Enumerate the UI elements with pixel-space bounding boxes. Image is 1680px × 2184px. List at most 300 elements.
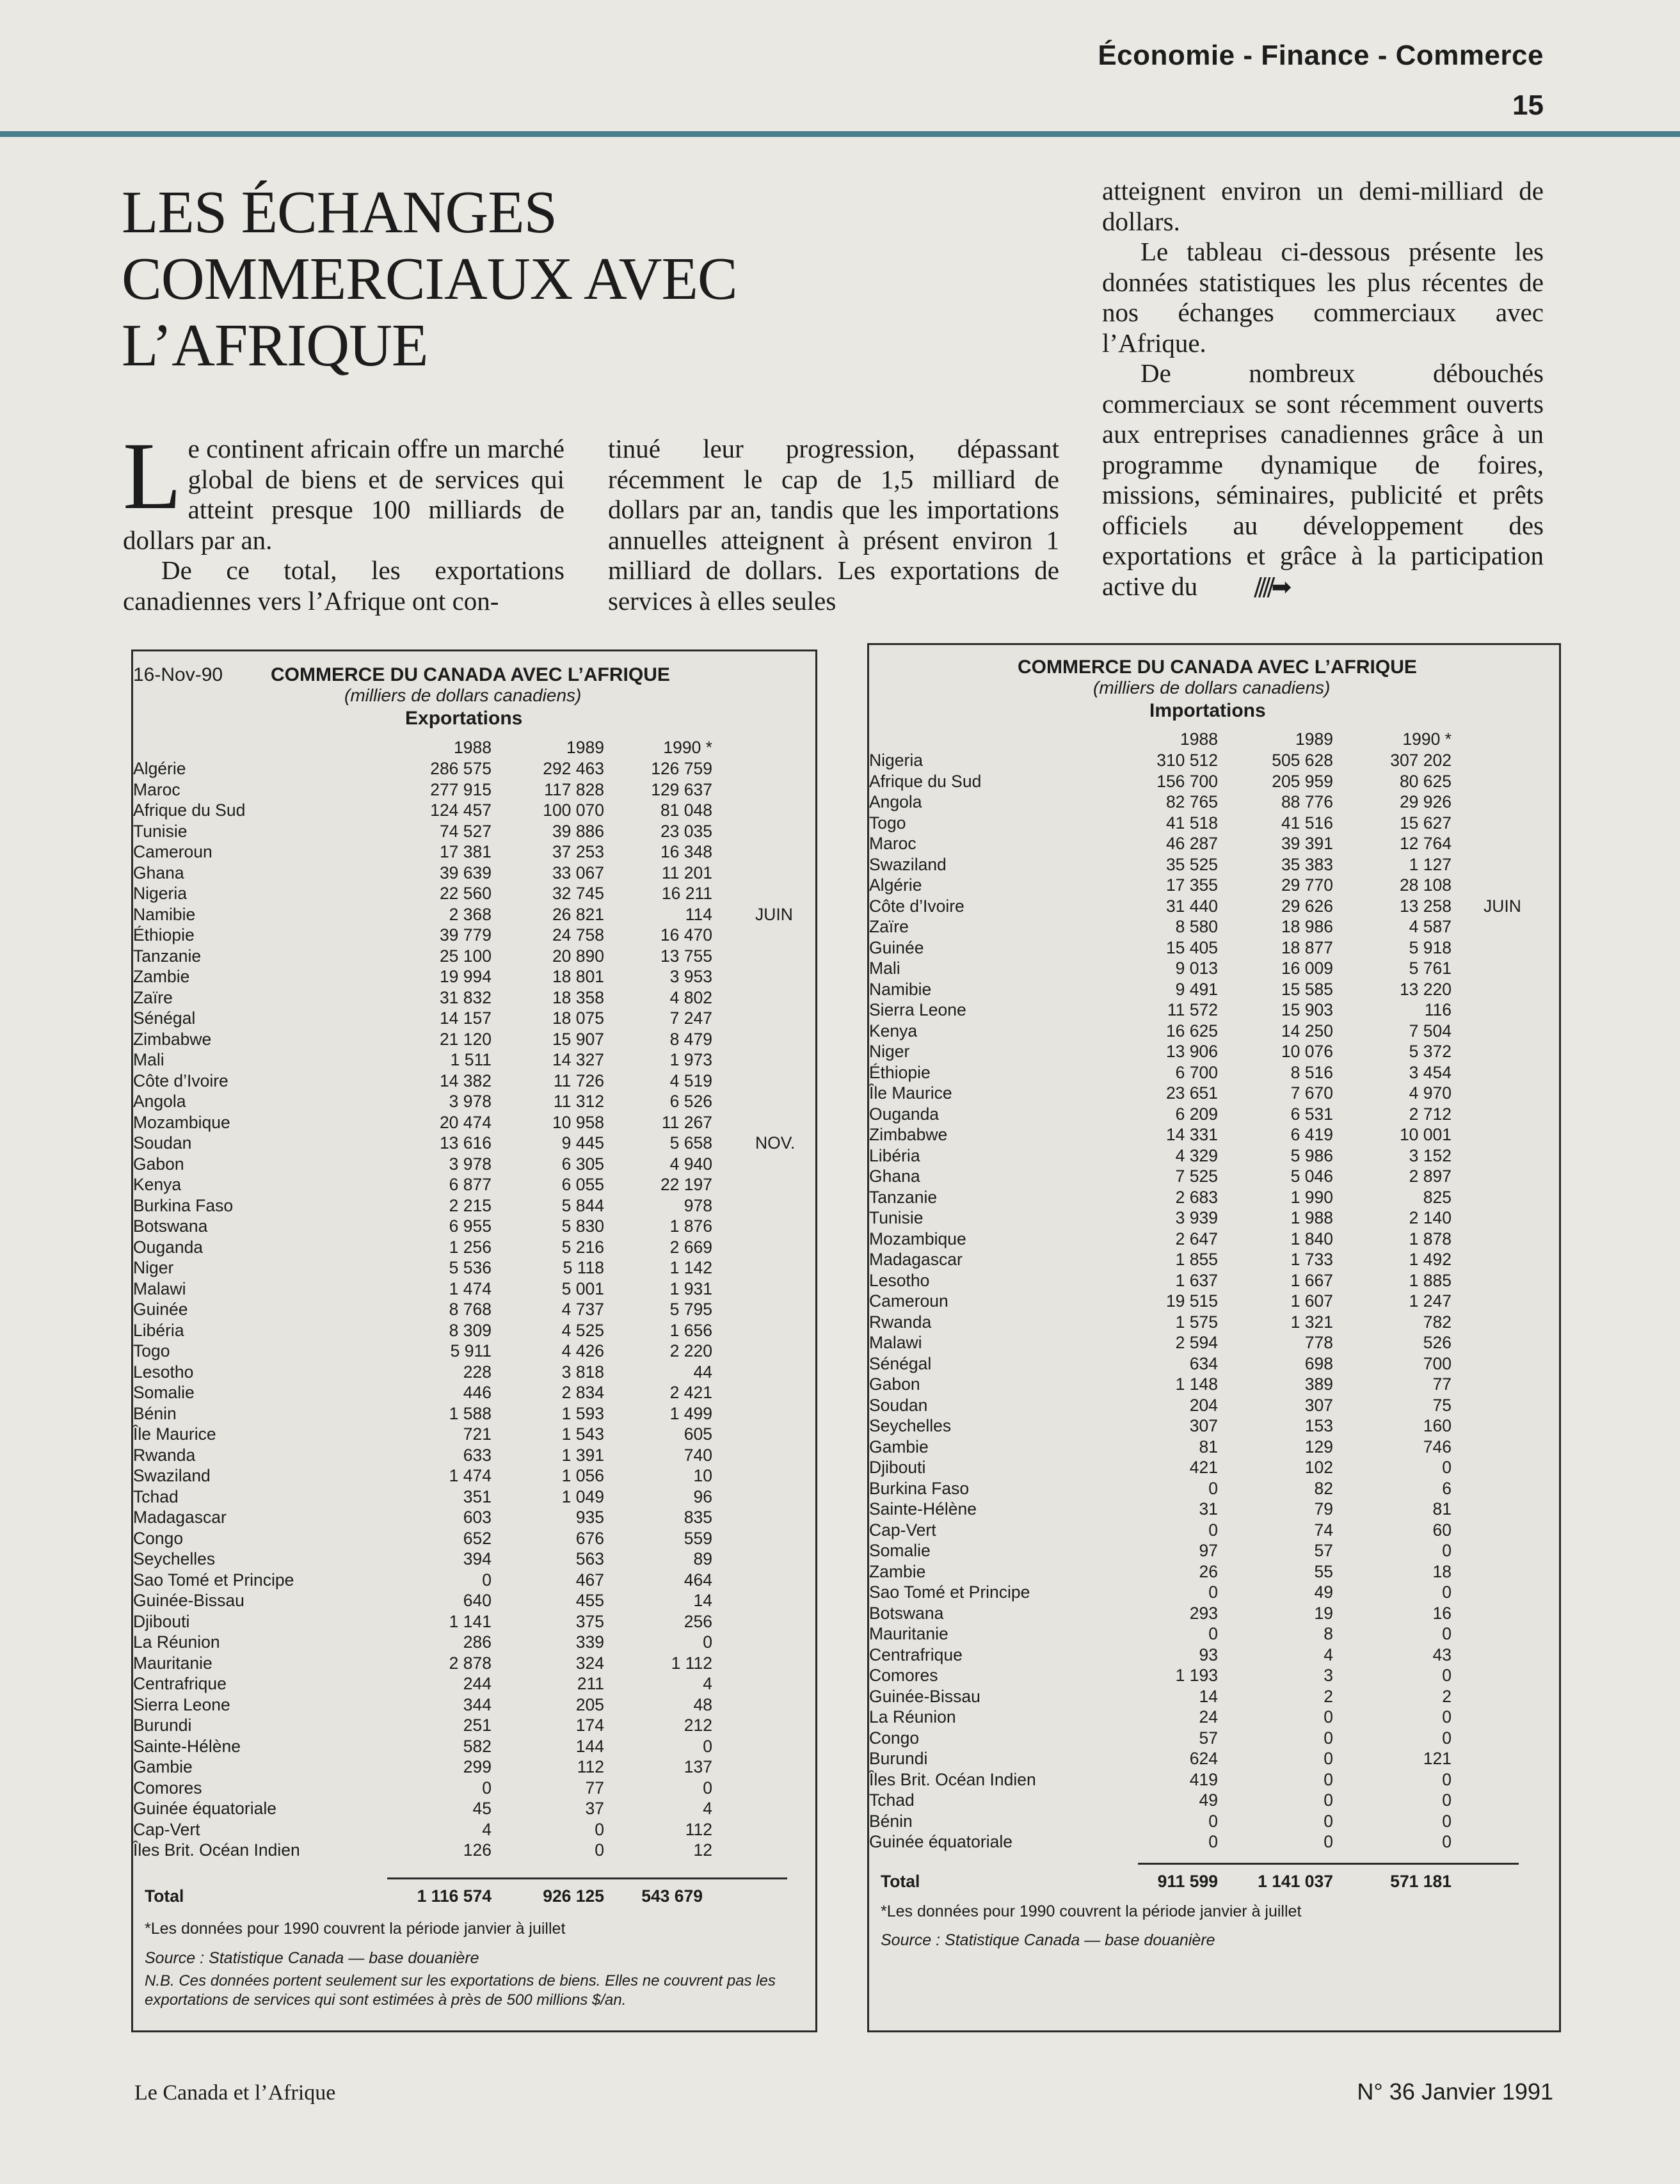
value-1990: 605 [684,1424,712,1444]
value-1988: 419 [1189,1769,1218,1789]
table-row [133,1008,815,1029]
country-cell: Tanzanie [133,946,202,966]
value-1988: 0 [1208,1582,1218,1602]
table-row [869,1790,1559,1811]
table-row [133,758,815,779]
value-1989: 5 118 [563,1258,604,1277]
value-1989: 37 [585,1799,604,1818]
value-1990: 464 [684,1570,712,1590]
value-1988: 39 639 [439,863,492,882]
country-cell: Togo [133,1341,170,1360]
value-1988: 1 141 [449,1611,492,1631]
value-1988: 4 329 [1175,1145,1218,1165]
value-1990: 1 931 [669,1279,712,1298]
value-1989: 4 525 [561,1320,604,1340]
table-row [869,1645,1559,1666]
value-1990: 77 [1432,1375,1452,1394]
country-cell: Éthiopie [869,1062,931,1082]
value-1988: 446 [463,1383,492,1402]
value-1990: 0 [1442,1541,1452,1560]
country-cell: Angola [133,1092,186,1111]
value-1988: 9 013 [1175,959,1218,978]
value-1989: 77 [585,1778,604,1797]
value-1988: 582 [463,1736,492,1756]
value-1990: 29 926 [1399,792,1452,811]
value-1989: 16 009 [1281,959,1333,978]
country-cell: Swaziland [133,1466,211,1485]
value-1989: 18 801 [552,967,604,986]
value-1989: 205 [575,1694,604,1714]
value-1988: 7 525 [1175,1167,1218,1186]
table-row [133,1694,815,1716]
value-1989: 676 [575,1528,604,1548]
value-1989: 935 [575,1508,604,1527]
country-cell: Somalie [133,1383,195,1402]
publication-name: Le Canada et l’Afrique [134,2081,336,2105]
value-1989: 15 903 [1281,1000,1333,1019]
country-cell: Swaziland [869,854,947,874]
country-cell: Zambie [133,967,190,986]
value-1989: 33 067 [552,863,604,882]
table-row [869,1000,1559,1021]
table-row [133,821,815,842]
value-1989: 74 [1314,1520,1333,1540]
value-1989: 29 770 [1281,875,1333,895]
value-1989: 11 312 [553,1092,604,1111]
table-row [869,1478,1559,1499]
value-1989: 153 [1304,1416,1333,1435]
table-row [869,958,1559,979]
table-row [869,833,1559,854]
value-1989: 9 445 [561,1133,604,1152]
value-1988: 1 855 [1175,1250,1218,1269]
value-1988: 8 580 [1175,917,1218,936]
country-cell: Lesotho [133,1362,194,1382]
value-1988: 2 683 [1175,1187,1218,1207]
value-1990: 137 [684,1757,712,1776]
table-row [869,937,1559,959]
country-cell: Djibouti [133,1611,190,1631]
value-1990: 0 [703,1632,712,1652]
country-cell: Côte d’Ivoire [133,1071,228,1090]
country-cell: Cameroun [869,1291,948,1311]
country-cell: Cap-Vert [869,1520,936,1540]
value-1989: 4 426 [561,1341,604,1360]
value-1990: 4 802 [669,987,712,1007]
value-1988: 624 [1189,1749,1218,1768]
value-1989: 2 834 [561,1383,604,1402]
country-cell: Ouganda [869,1104,940,1124]
article-column-3 [1102,176,1544,602]
country-cell: Burkina Faso [869,1478,970,1498]
table-row [869,1748,1559,1769]
value-1990: 0 [1442,1811,1452,1831]
value-1989: 144 [575,1736,604,1756]
table-row [869,1249,1559,1270]
table-source: Source : Statistique Canada — base douanière [145,1949,479,1967]
table-row [133,1757,815,1778]
value-1990: 1 492 [1409,1250,1452,1269]
country-cell: Burundi [133,1716,192,1735]
value-1989: 6 419 [1290,1125,1333,1144]
country-cell: Bénin [869,1811,913,1831]
value-1990: 12 764 [1399,834,1452,853]
country-cell: Burundi [869,1749,928,1768]
value-1990: 60 [1432,1520,1452,1540]
value-1988: 57 [1199,1728,1218,1748]
exports-table-title: COMMERCE DU CANADA AVEC L’AFRIQUE [271,664,670,685]
country-cell: Mauritanie [133,1653,212,1673]
country-cell: Sainte-Hélène [869,1499,977,1518]
table-row [133,1715,815,1736]
value-1989: 39 391 [1281,834,1333,853]
table-row [133,1673,815,1694]
table-row [133,1071,815,1092]
value-1988: 286 575 [430,759,492,778]
country-cell: Comores [869,1666,938,1685]
table-row [869,792,1559,813]
value-1990: 1 885 [1409,1270,1452,1290]
table-row [133,1570,815,1591]
country-cell: Mozambique [133,1112,230,1132]
value-1990: 0 [1442,1666,1452,1685]
country-cell: Zimbabwe [133,1029,212,1049]
value-1989: 1 733 [1290,1250,1333,1269]
table-row [133,1632,815,1653]
value-1990: 7 504 [1409,1021,1452,1040]
value-1988: 19 994 [439,967,492,986]
value-1989: 5 986 [1290,1145,1333,1165]
value-1988: 14 382 [439,1071,492,1090]
table-row [869,1312,1559,1333]
value-1988: 0 [1208,1520,1218,1540]
value-1988: 6 955 [449,1216,492,1236]
value-1990: 2 140 [1409,1208,1452,1227]
value-1988: 126 [463,1840,492,1860]
country-cell: Seychelles [133,1549,216,1568]
table-row [133,904,815,925]
value-1990: 43 [1432,1645,1452,1664]
country-cell: Tunisie [869,1208,924,1227]
table-footnote: *Les données pour 1990 couvrent la période janvier à juillet [881,1902,1302,1920]
value-1990: 16 [1432,1603,1452,1623]
table-row [133,1112,815,1133]
country-cell: Malawi [133,1279,186,1298]
col1-paragraph-1: e continent africain offre un marché global de biens et de services qui atteint presque 100 milliards de dollars par an. [123,434,564,555]
value-1989: 1 990 [1290,1187,1333,1207]
table-row [133,1091,815,1112]
value-1990: 0 [703,1736,712,1756]
imports-table [867,643,1561,2032]
value-1989: 7 670 [1290,1083,1333,1103]
value-1989: 18 075 [552,1008,604,1028]
table-row [869,1041,1559,1062]
value-1989: 32 745 [552,884,604,903]
value-1990: 825 [1423,1187,1452,1207]
table-row [869,813,1559,834]
value-1990: 0 [1442,1582,1452,1602]
table-row [133,966,815,987]
value-1989: 698 [1304,1353,1333,1373]
value-1990: 4 [703,1674,712,1693]
value-1988: 2 878 [449,1653,492,1673]
value-1990: 15 627 [1399,813,1452,833]
value-1990: 4 519 [669,1071,712,1090]
value-1988: 31 832 [439,987,492,1007]
country-cell: Libéria [869,1145,920,1165]
value-1988: 23 651 [1165,1083,1218,1103]
country-cell: Sénégal [869,1353,932,1373]
value-1989: 79 [1314,1499,1333,1518]
value-1988: 1 256 [449,1237,492,1257]
value-1988: 6 209 [1175,1104,1218,1124]
year-1988: 1988 [1180,729,1218,749]
value-1990: 1 142 [669,1258,712,1277]
country-cell: Sénégal [133,1008,196,1028]
value-1988: 17 381 [439,842,492,861]
value-1990: 5 372 [1409,1042,1452,1061]
table-row [869,1686,1559,1707]
value-1990: 740 [684,1445,712,1465]
table-row [869,1187,1559,1208]
col3-paragraph-3 [1102,358,1544,602]
value-1989: 14 250 [1281,1021,1333,1040]
table-row [869,1395,1559,1416]
value-1988: 15 405 [1165,937,1218,957]
value-1989: 1 321 [1290,1312,1333,1332]
value-1988: 14 331 [1165,1125,1218,1144]
table-row [133,1237,815,1258]
value-1988: 124 457 [430,801,492,820]
country-cell: Sainte-Hélène [133,1736,241,1756]
country-cell: Nigeria [869,751,923,770]
value-1990: 0 [1442,1624,1452,1643]
table-row [869,1603,1559,1624]
table-row [869,854,1559,875]
country-cell: Guinée-Bissau [133,1591,244,1610]
total-label: Total [145,1886,184,1906]
table-row [869,771,1559,792]
value-1989: 1 607 [1290,1291,1333,1311]
value-1990: 5 761 [1409,959,1452,978]
value-1990: 2 712 [1409,1104,1452,1124]
country-cell: Seychelles [869,1416,952,1435]
table-row [133,1507,815,1528]
value-1989: 14 327 [552,1050,604,1069]
value-1990: 7 247 [669,1008,712,1028]
value-1990: 256 [684,1611,712,1631]
table-row [869,1561,1559,1582]
value-1988: 74 527 [439,821,492,841]
country-cell: Zaïre [133,987,173,1007]
table-row [869,979,1559,1000]
value-1988: 1 474 [449,1279,492,1298]
country-cell: Îles Brit. Océan Indien [133,1840,300,1860]
country-cell: Zaïre [869,917,909,936]
value-1988: 13 906 [1165,1042,1218,1061]
value-1990: 160 [1423,1416,1452,1435]
value-1990: 18 [1432,1561,1452,1581]
value-1990: 126 759 [651,759,712,778]
value-1988: 39 779 [439,925,492,945]
value-1988: 6 877 [449,1175,492,1194]
country-cell: Cap-Vert [133,1819,200,1839]
value-1990: 307 202 [1390,751,1452,770]
article-column-2 [608,434,1059,616]
page-number: 15 [1512,90,1544,121]
value-1988: 24 [1199,1707,1218,1726]
value-1989: 15 585 [1281,979,1333,999]
period-note: JUIN [755,904,793,924]
value-1989: 307 [1304,1395,1333,1415]
value-1990: 5 658 [669,1133,712,1152]
table-row [869,1582,1559,1603]
table-row [133,1195,815,1216]
value-1988: 228 [463,1362,492,1382]
exports-table [131,650,817,2032]
country-cell: Angola [869,792,922,811]
title-line-2: COMMERCIAUX AVEC [122,246,737,312]
value-1988: 14 157 [439,1008,492,1028]
value-1988: 6 700 [1175,1062,1218,1082]
value-1988: 8 768 [449,1300,492,1319]
value-1990: 212 [684,1716,712,1735]
imports-table-subtitle: (milliers de dollars canadiens) [1093,678,1331,697]
value-1989: 505 628 [1272,751,1333,770]
value-1990: 4 940 [669,1154,712,1174]
value-1988: 421 [1189,1458,1218,1477]
value-1990: 22 197 [660,1175,712,1194]
value-1988: 0 [482,1778,492,1797]
table-row [869,916,1559,937]
table-row [869,1021,1559,1042]
table-row [133,1362,815,1383]
value-1988: 603 [463,1508,492,1527]
table-row [133,1590,815,1611]
value-1988: 3 978 [449,1092,492,1111]
value-1990: 1 973 [669,1050,712,1069]
value-1990: 0 [1442,1790,1452,1810]
country-cell: Bénin [133,1403,177,1423]
value-1988: 93 [1199,1645,1218,1664]
value-1990: 746 [1423,1437,1452,1456]
value-1989: 778 [1304,1333,1333,1352]
country-cell: Sierra Leone [133,1694,230,1714]
country-cell: Afrique du Sud [133,801,246,820]
value-1988: 721 [463,1424,492,1444]
table-row [133,779,815,801]
table-row [133,1257,815,1279]
country-cell: Guinée équatoriale [869,1832,1012,1851]
col3-paragraph-3-text: De nombreux débouchés commerciaux se sont récemment ouverts aux entreprises canadiennes grâce à un programme dynamique de foires, missions, séminaires, publicité et prêts officiels au développement des exportations et grâce à la participation active du [1102,358,1544,601]
value-1989: 324 [575,1653,604,1673]
table-row [133,1736,815,1757]
country-cell: Sao Tomé et Principe [869,1582,1030,1602]
value-1989: 375 [575,1611,604,1631]
table-row [869,1353,1559,1375]
value-1989: 1 593 [561,1403,604,1423]
exports-table-subtitle: (milliers de dollars canadiens) [344,685,582,705]
table-row [133,883,815,904]
value-1988: 251 [463,1716,492,1735]
value-1989: 0 [1324,1728,1333,1748]
table-row [133,1819,815,1840]
period-note: JUIN [1484,896,1521,916]
value-1988: 0 [482,1570,492,1590]
table-row [869,1665,1559,1686]
value-1989: 0 [1324,1707,1333,1726]
total-1989: 1 141 037 [1258,1872,1333,1891]
value-1988: 46 287 [1165,834,1218,853]
table-row [869,1437,1559,1458]
value-1989: 5 216 [561,1237,604,1257]
country-cell: Soudan [133,1133,192,1152]
value-1988: 17 355 [1165,875,1218,895]
value-1990: 10 001 [1399,1125,1452,1144]
country-cell: Somalie [869,1541,931,1560]
table-row [133,1778,815,1799]
value-1988: 14 [1199,1686,1218,1706]
value-1989: 11 726 [553,1071,604,1090]
table-row [869,1332,1559,1353]
value-1988: 2 647 [1175,1229,1218,1248]
country-cell: Tchad [869,1790,915,1810]
value-1988: 3 978 [449,1154,492,1174]
total-1988: 911 599 [1157,1872,1218,1891]
country-cell: Zimbabwe [869,1125,948,1144]
issue-date: N° 36 Janvier 1991 [1357,2078,1553,2105]
value-1990: 559 [684,1528,712,1548]
value-1989: 18 986 [1281,917,1333,936]
year-1988: 1988 [454,738,492,757]
value-1989: 39 886 [552,821,604,841]
value-1989: 49 [1314,1582,1333,1602]
value-1990: 1 656 [669,1320,712,1340]
table-row [133,1528,815,1549]
value-1990: 0 [1442,1769,1452,1789]
value-1989: 0 [1324,1811,1333,1831]
value-1990: 80 625 [1399,771,1452,791]
value-1988: 351 [463,1487,492,1506]
article-column-1 [123,423,564,616]
country-cell: Tchad [133,1487,179,1506]
value-1989: 5 830 [561,1216,604,1236]
country-cell: Ouganda [133,1237,204,1257]
table-footnote: *Les données pour 1990 couvrent la période janvier à juillet [145,1920,566,1938]
value-1988: 31 [1199,1499,1218,1518]
table-row [133,925,815,946]
value-1990: 11 201 [661,863,712,882]
value-1990: 0 [1442,1707,1452,1726]
country-cell: Îles Brit. Océan Indien [869,1769,1036,1789]
value-1990: 16 211 [661,884,712,903]
table-row [133,1403,815,1424]
value-1990: 5 795 [669,1300,712,1319]
table-row [133,946,815,967]
country-cell: Mozambique [869,1229,966,1248]
value-1989: 117 828 [544,779,604,799]
value-1990: 13 258 [1399,896,1452,916]
table-row [133,1216,815,1237]
country-cell: Soudan [869,1395,928,1415]
value-1988: 31 440 [1165,896,1218,916]
value-1990: 4 [703,1799,712,1818]
value-1989: 5 844 [561,1195,604,1215]
article-title [122,179,858,379]
country-cell: Libéria [133,1320,184,1340]
value-1988: 49 [1199,1790,1218,1810]
value-1990: 112 [685,1819,712,1839]
